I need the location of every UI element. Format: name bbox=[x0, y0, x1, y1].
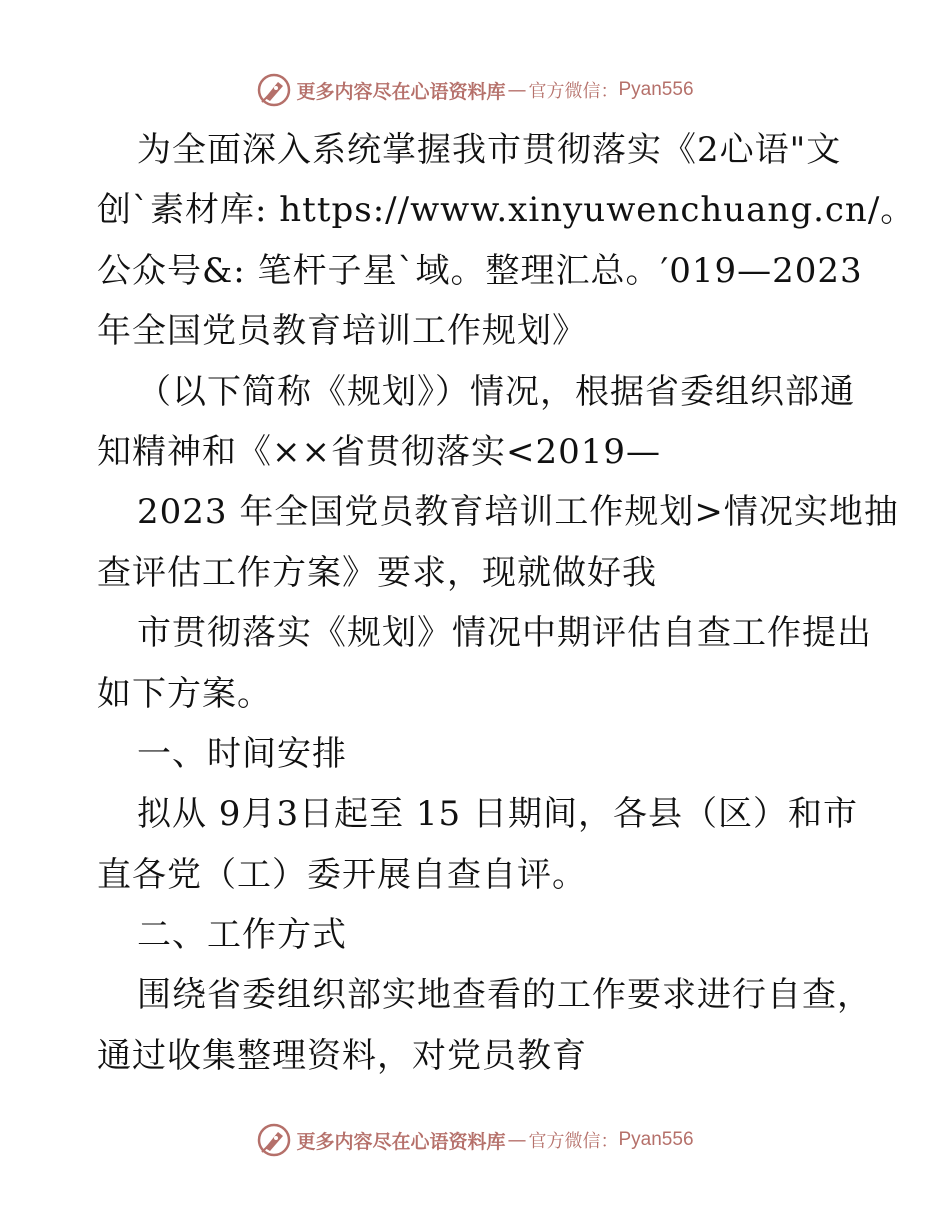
watermark-contact-id: Pyan556 bbox=[618, 1129, 694, 1150]
body-line-9: 市贯彻落实《规划》情况中期评估自查工作提出 bbox=[137, 613, 872, 654]
watermark-brand-text: 更多内容尽在心语资料库 bbox=[296, 1130, 506, 1153]
section-heading-time: 一、时间安排 bbox=[137, 733, 347, 774]
body-line-1: 为全面深入系统掌握我市贯彻落实《2心语"文 bbox=[137, 130, 842, 170]
body-line-2: 创`素材库: https://www.xinyuwenchuang.cn/。 bbox=[97, 190, 916, 231]
document-body bbox=[97, 120, 916, 1086]
body-line-5: （以下简称《规划》）情况，根据省委组织部通 bbox=[137, 371, 855, 412]
body-line-10: 如下方案。 bbox=[97, 673, 272, 714]
watermark-brand-text: 更多内容尽在心语资料库 bbox=[296, 80, 506, 103]
body-line-16: 通过收集整理资料，对党员教育 bbox=[97, 1035, 587, 1076]
body-line-12: 拟从 9月3日起至 15 日期间，各县（区）和市 bbox=[137, 794, 858, 835]
body-line-13: 直各党（工）委开展自查自评。 bbox=[97, 854, 587, 895]
watermark-header bbox=[0, 70, 950, 110]
watermark-contact-label: 官方微信： bbox=[528, 81, 619, 102]
body-line-15: 围绕省委组织部实地查看的工作要求进行自查， bbox=[137, 975, 872, 1016]
watermark-separator: — bbox=[507, 79, 527, 101]
watermark-contact-id: Pyan556 bbox=[618, 79, 694, 100]
watermark-separator: — bbox=[507, 1129, 527, 1151]
watermark-contact-label: 官方微信： bbox=[528, 1131, 619, 1152]
body-line-7: 2023 年全国党员教育培训工作规划>情况实地抽 bbox=[137, 492, 899, 533]
body-line-6: 知精神和《××省贯彻落实<2019— bbox=[97, 431, 661, 472]
section-heading-method: 二、工作方式 bbox=[137, 915, 347, 956]
pen-nib-logo-icon bbox=[256, 1122, 292, 1158]
body-line-3: 公众号&: 笔杆子星`域。整理汇总。′019—2023 bbox=[97, 250, 863, 291]
watermark-footer bbox=[0, 1120, 950, 1160]
body-line-8: 查评估工作方案》要求，现就做好我 bbox=[97, 552, 657, 593]
pen-nib-logo-icon bbox=[256, 72, 292, 108]
body-line-4: 年全国党员教育培训工作规划》 bbox=[97, 311, 587, 352]
